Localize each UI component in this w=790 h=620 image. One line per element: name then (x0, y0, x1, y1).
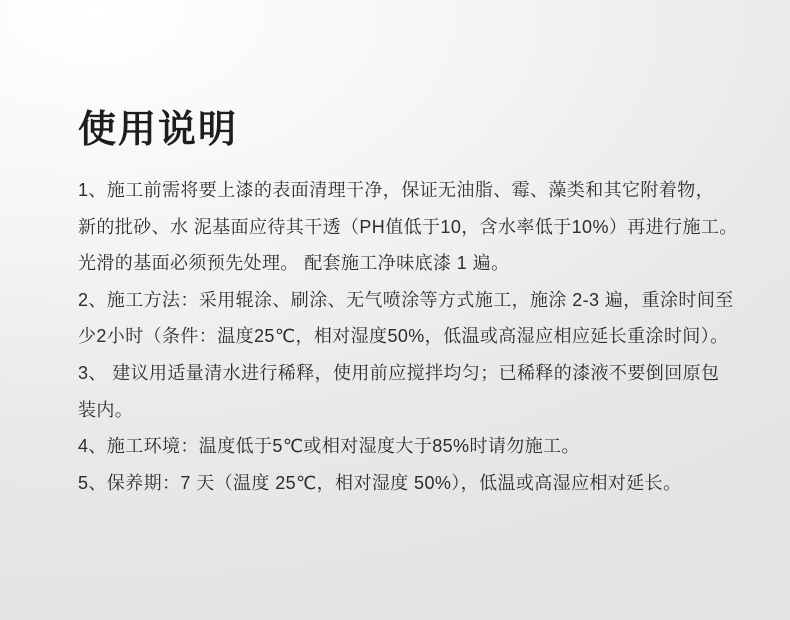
instruction-line: 2、施工方法：采用辊涂、刷涂、无气喷涂等方式施工，施涂 2-3 遍，重涂时间至 (78, 289, 734, 310)
instruction-line: 光滑的基面必须预先处理。 配套施工净味底漆 1 遍。 (78, 253, 510, 274)
instructions-text-block (78, 172, 738, 501)
instruction-line: 1、施工前需将要上漆的表面清理干净，保证无油脂、霉、藻类和其它附着物， (78, 180, 715, 200)
instruction-line: 3、 建议用适量清水进行稀释，使用前应搅拌均匀；已稀释的漆液不要倒回原包 (78, 362, 720, 383)
instruction-line: 新的批砂、水 泥基面应待其干透（PH值低于10，含水率低于10%）再进行施工。 (78, 216, 738, 237)
page-title: 使用说明 (78, 109, 239, 151)
instruction-line: 5、保养期：7 天（温度 25℃，相对湿度 50%），低温或高湿应相对延长。 (78, 472, 682, 493)
instruction-line: 4、施工环境：温度低于5℃或相对湿度大于85%时请勿施工。 (78, 436, 580, 457)
instruction-line: 装内。 (78, 399, 134, 420)
instruction-line: 少2小时（条件：温度25℃，相对湿度50%，低温或高湿应相应延长重涂时间）。 (78, 326, 729, 347)
